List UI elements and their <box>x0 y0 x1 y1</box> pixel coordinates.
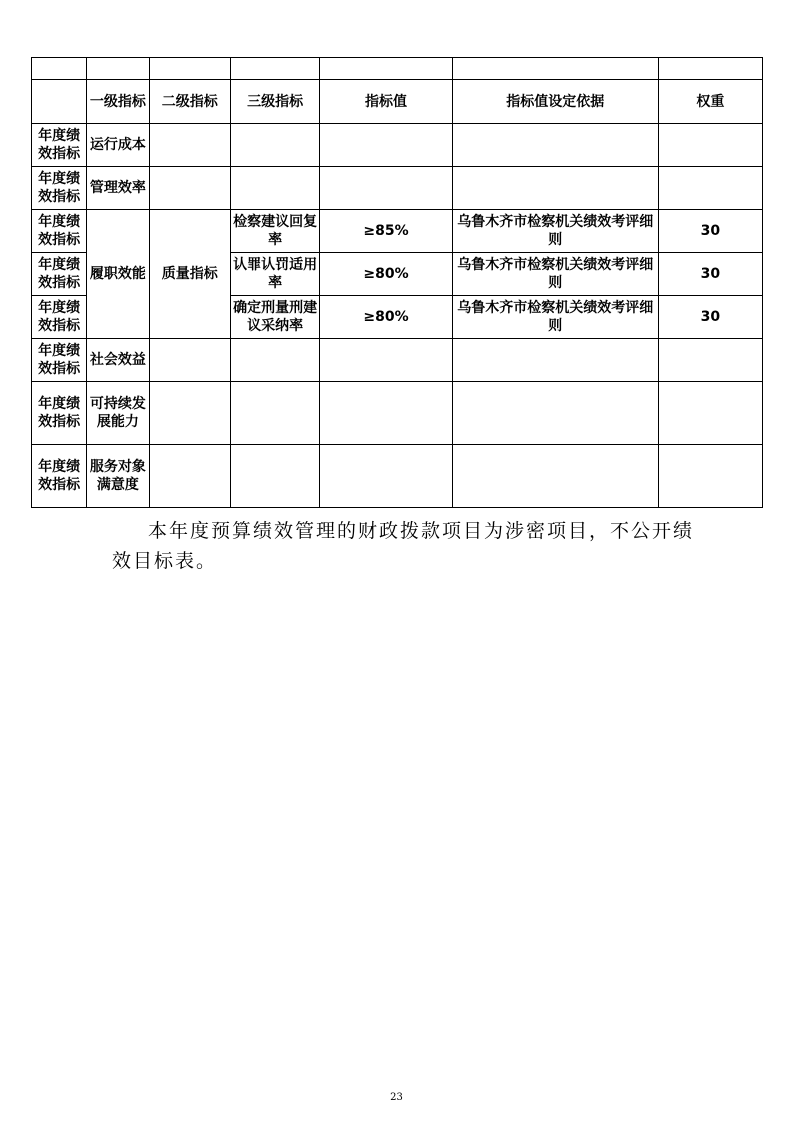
row-type-cell: 年度绩效指标 <box>32 124 87 167</box>
empty-cell <box>658 339 762 382</box>
level3-cell: 确定刑量刑建议采纳率 <box>230 296 320 339</box>
header-cell-blank <box>32 80 87 124</box>
level1-cell: 管理效率 <box>87 167 149 210</box>
empty-cell <box>230 58 320 80</box>
empty-cell <box>320 339 452 382</box>
empty-cell <box>452 167 658 210</box>
header-level2: 二级指标 <box>149 80 230 124</box>
empty-cell <box>452 339 658 382</box>
empty-cell <box>230 167 320 210</box>
empty-cell <box>658 58 762 80</box>
empty-cell <box>658 445 762 508</box>
note-text: 本年度预算绩效管理的财政拨款项目为涉密项目，不公开绩效目标表。 <box>112 520 695 572</box>
row-type-cell: 年度绩效指标 <box>32 445 87 508</box>
page-number: 23 <box>390 1092 403 1103</box>
row-type-cell: 年度绩效指标 <box>32 382 87 445</box>
value-cell: ≥85% <box>320 210 452 253</box>
level1-cell: 运行成本 <box>87 124 149 167</box>
value-cell: ≥80% <box>320 296 452 339</box>
table-row <box>32 124 763 167</box>
level1-cell: 社会效益 <box>87 339 149 382</box>
empty-cell <box>320 124 452 167</box>
empty-cell <box>149 445 230 508</box>
row-type-cell: 年度绩效指标 <box>32 296 87 339</box>
basis-cell: 乌鲁木齐市检察机关绩效考评细则 <box>452 210 658 253</box>
confidentiality-note <box>112 516 712 576</box>
table-row <box>32 167 763 210</box>
header-weight: 权重 <box>658 80 762 124</box>
empty-cell <box>320 167 452 210</box>
empty-cell <box>320 58 452 80</box>
row-type-cell: 年度绩效指标 <box>32 167 87 210</box>
level3-cell: 认罪认罚适用率 <box>230 253 320 296</box>
value-cell: ≥80% <box>320 253 452 296</box>
empty-cell <box>452 445 658 508</box>
empty-cell <box>320 382 452 445</box>
empty-cell <box>658 382 762 445</box>
basis-cell: 乌鲁木齐市检察机关绩效考评细则 <box>452 253 658 296</box>
level3-cell: 检察建议回复率 <box>230 210 320 253</box>
empty-cell <box>452 382 658 445</box>
header-value: 指标值 <box>320 80 452 124</box>
row-type-cell: 年度绩效指标 <box>32 210 87 253</box>
empty-cell <box>452 124 658 167</box>
empty-cell <box>149 339 230 382</box>
weight-cell: 30 <box>658 253 762 296</box>
performance-table <box>31 57 763 508</box>
empty-cell <box>230 382 320 445</box>
table-row <box>32 210 763 253</box>
basis-cell: 乌鲁木齐市检察机关绩效考评细则 <box>452 296 658 339</box>
empty-cell <box>149 124 230 167</box>
empty-cell <box>230 124 320 167</box>
row-type-cell: 年度绩效指标 <box>32 339 87 382</box>
empty-cell <box>658 167 762 210</box>
level1-cell: 可持续发展能力 <box>87 382 149 445</box>
level1-cell: 服务对象满意度 <box>87 445 149 508</box>
row-type-cell: 年度绩效指标 <box>32 253 87 296</box>
empty-cell <box>149 167 230 210</box>
level1-cell: 履职效能 <box>87 210 149 339</box>
empty-cell <box>87 58 149 80</box>
empty-cell <box>149 382 230 445</box>
header-basis: 指标值设定依据 <box>452 80 658 124</box>
empty-cell <box>658 124 762 167</box>
table-header-row <box>32 80 763 124</box>
split-cell <box>452 58 658 80</box>
empty-cell <box>320 445 452 508</box>
empty-cell <box>32 58 87 80</box>
weight-cell: 30 <box>658 210 762 253</box>
header-level3: 三级指标 <box>230 80 320 124</box>
table-row <box>32 445 763 508</box>
empty-cell <box>230 445 320 508</box>
table-row <box>32 339 763 382</box>
table-top-empty-row <box>32 58 763 80</box>
empty-cell <box>230 339 320 382</box>
empty-cell <box>149 58 230 80</box>
weight-cell: 30 <box>658 296 762 339</box>
table-row <box>32 382 763 445</box>
header-level1: 一级指标 <box>87 80 149 124</box>
level2-cell: 质量指标 <box>149 210 230 339</box>
